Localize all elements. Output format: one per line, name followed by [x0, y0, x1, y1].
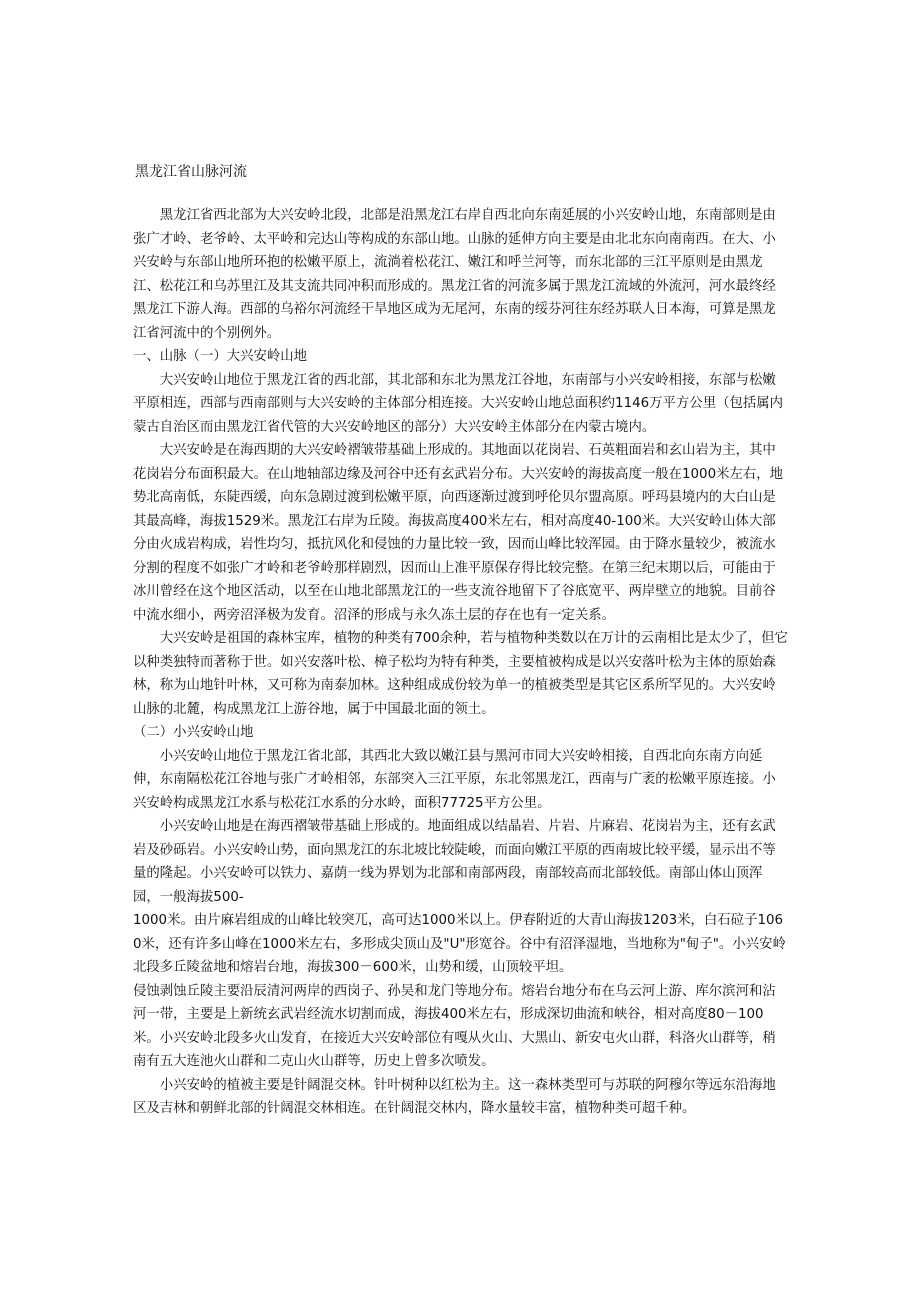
section-heading-mountains: 一、山脉（一）大兴安岭山地	[133, 349, 308, 364]
paragraph-intro: 黑龙江省西北部为大兴安岭北段，北部是沿黑龙江右岸自西北向东南延展的小兴安岭山地，东南部则是由张广才岭、老爷岭、太平岭和完达山等构成的东部山地。山脉的延伸方向主要是由北北东向南南西。在大、小兴安岭与东部山地所环抱的松嫩平原上，流淌着松花江、嫩江和呼兰河等，而东北部的三江平原则是由黑龙江、松花江和乌苏里江及其支流共同冲积而形成的。黑龙江省的河流多属于黑龙江流域的外流河，河水最终经黑龙江下游人海。西部的乌裕尔河流经干旱地区成为无尾河，东南的绥芬河往东经苏联人日本海，可算是黑龙江省河流中的个别例外。	[133, 208, 776, 341]
paragraph-xiao-xinganling-geology: 小兴安岭山地是在海西褶皱带基础上形成的。地面组成以结晶岩、片岩、片麻岩、花岗岩为主，还有玄武岩及砂砾岩。小兴安岭山势，面向黑龙江的东北坡比较陡峻，而面向嫩江平原的西南坡比较平缓，显示出不等量的隆起。小兴安岭可以铁力、嘉荫一线为界划为北部和南部两段，南部较高而北部较低。南部山体山顶浑园，一般海拔500-	[133, 819, 776, 905]
document-body	[133, 204, 788, 1121]
paragraph-da-xinganling-forest: 大兴安岭是祖国的森林宝库，植物的种类有700余种，若与植物种类数以在万计的云南相比是太少了，但它以种类独特而著称于世。如兴安落叶松、樟子松均为特有种类，主要植被构成是以兴安落叶松为主体的原始森林，称为山地针叶林，又可称为南泰加林。这种组成成份较为单一的植被类型是其它区系所罕见的。大兴安岭山脉的北麓，构成黑龙江上游谷地，属于中国最北面的领土。	[133, 631, 788, 717]
paragraph-xiao-xinganling-peaks: 1000米。由片麻岩组成的山峰比较突兀，高可达1000米以上。伊春附近的大青山海拔1203米，白石砬子1060米，还有许多山峰在1000米左右，多形成尖顶山及"U"形宽谷。谷中有沼泽湿地，当地称为"甸子"。小兴安岭北段多丘陵盆地和熔岩台地，海拔300－600米，山势和缓，山顶较平坦。	[133, 913, 786, 975]
section-heading-xiao-xinganling: （二）小兴安岭山地	[133, 725, 254, 740]
paragraph-da-xinganling-location: 大兴安岭山地位于黑龙江省的西北部，其北部和东北为黑龙江谷地，东南部与小兴安岭相接，东部与松嫩平原相连，西部与西南部则与大兴安岭的主体部分相连接。大兴安岭山地总面积约1146万平方公里（包括属内蒙古自治区而由黑龙江省代管的大兴安岭地区的部分）大兴安岭主体部分在内蒙古境内。	[133, 372, 784, 435]
paragraph-da-xinganling-geology: 大兴安岭是在海西期的大兴安岭褶皱带基础上形成的。其地面以花岗岩、石英粗面岩和玄山岩为主，其中花岗岩分布面积最大。在山地轴部边缘及河谷中还有玄武岩分布。大兴安岭的海拔高度一般在1000米左右，地势北高南低，东陡西缓，向东急剧过渡到松嫩平原，向西逐渐过渡到呼伦贝尔盟高原。呼玛县境内的大白山是其最高峰，海拔1529米。黑龙江右岸为丘陵。海拔高度400米左右，相对高度40-100米。大兴安岭山体大部分由火成岩构成，岩性均匀，抵抗风化和侵蚀的力量比较一致，因而山峰比较浑园。由于降水量较少，被流水分割的程度不如张广才岭和老爷岭那样剧烈，因而山上准平原保存得比较完整。在第三纪末期以后，可能由于冰川曾经在这个地区活动，以至在山地北部黑龙江的一些支流谷地留下了谷底宽平、两岸壁立的地貌。目前谷中流水细小，两旁沼泽极为发育。沼泽的形成与永久冻土层的存在也有一定关系。	[133, 443, 784, 623]
document-title: 黑龙江省山脉河流	[135, 164, 247, 180]
paragraph-xiao-xinganling-volcanoes: 侵蚀剥蚀丘陵主要沿辰清河两岸的西岗子、孙吴和龙门等地分布。熔岩台地分布在乌云河上游、库尔滨河和沾河一带，主要是上新统玄武岩经流水切割而成，海拔400米左右，形成深切曲流和峡谷，相对高度80－100米。小兴安岭北段多火山发育，在接近大兴安岭部位有嘎从火山、大黑山、新安屯火山群，科洛火山群等，稍南有五大连池火山群和二克山火山群等，历史上曾多次喷发。	[133, 983, 776, 1069]
paragraph-xiao-xinganling-vegetation: 小兴安岭的植被主要是针阔混交林。针叶树种以红松为主。这一森林类型可与苏联的阿穆尔等远东沿海地区及吉林和朝鲜北部的针阔混交林相连。在针阔混交林内，降水量较丰富，植物种类可超千种。	[133, 1077, 776, 1116]
paragraph-xiao-xinganling-location: 小兴安岭山地位于黑龙江省北部，其西北大致以嫩江县与黑河市同大兴安岭相接，自西北向东南方向延伸，东南隔松花江谷地与张广才岭相邻，东部突入三江平原，东北邻黑龙江，西南与广袤的松嫩平原连接。小兴安岭构成黑龙江水系与松花江水系的分水岭，面积77725平方公里。	[133, 748, 776, 811]
